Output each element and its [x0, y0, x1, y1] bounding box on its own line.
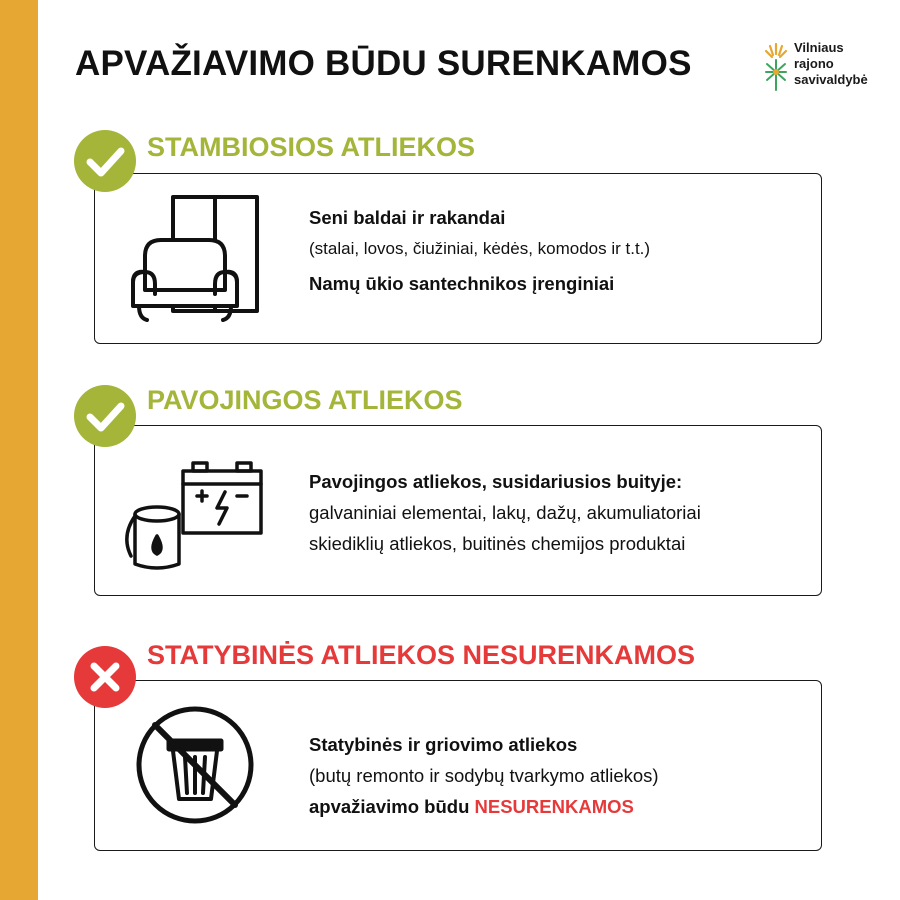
sun-flower-emblem-icon	[764, 40, 788, 96]
section-2-line-2: galvaniniai elementai, lakų, dažų, akumuliatoriai	[309, 502, 701, 523]
section-1-title: STAMBIOSIOS ATLIEKOS	[147, 132, 476, 162]
side-stripe	[0, 0, 38, 900]
municipality-logo	[764, 40, 884, 96]
section-3-line-1: Statybinės ir griovimo atliekos	[309, 734, 578, 755]
section-2-badge	[74, 385, 136, 447]
section-1-line-1: Seni baldai ir rakandai	[309, 207, 506, 228]
section-2-title: PAVOJINGOS ATLIEKOS	[147, 385, 463, 415]
armchair-wardrobe-icon	[125, 194, 265, 334]
battery-paint-can-icon	[113, 456, 273, 581]
check-icon	[74, 130, 136, 192]
logo-line-3: savivaldybė	[794, 72, 868, 87]
section-3-badge	[74, 646, 136, 708]
not-collected-label: NESURENKAMOS	[474, 796, 634, 817]
section-3-line-2: (butų remonto ir sodybų tvarkymo atliekos)	[309, 765, 659, 786]
section-2-line-3: skiediklių atliekos, buitinės chemijos produktai	[309, 533, 686, 554]
page-title: APVAŽIAVIMO BŪDU SURENKAMOS	[75, 44, 692, 83]
logo-line-1: Vilniaus	[794, 40, 844, 55]
section-2-card	[94, 425, 822, 596]
check-icon	[74, 385, 136, 447]
logo-line-2: rajono	[794, 56, 834, 71]
section-1-line-3: Namų ūkio santechnikos įrenginiai	[309, 273, 615, 294]
section-2-line-1: Pavojingos atliekos, susidariusios buityje:	[309, 471, 683, 492]
section-1-card	[94, 173, 822, 344]
section-1-badge	[74, 130, 136, 192]
section-3-card	[94, 680, 822, 851]
section-1-line-2: (stalai, lovos, čiužiniai, kėdės, komodos ir t.t.)	[309, 239, 651, 258]
cross-icon	[74, 646, 136, 708]
section-3-title: STATYBINĖS ATLIEKOS NESURENKAMOS	[147, 640, 696, 670]
no-trash-bin-icon	[133, 703, 263, 838]
section-3-line-3: apvažiavimo būdu	[309, 796, 470, 817]
